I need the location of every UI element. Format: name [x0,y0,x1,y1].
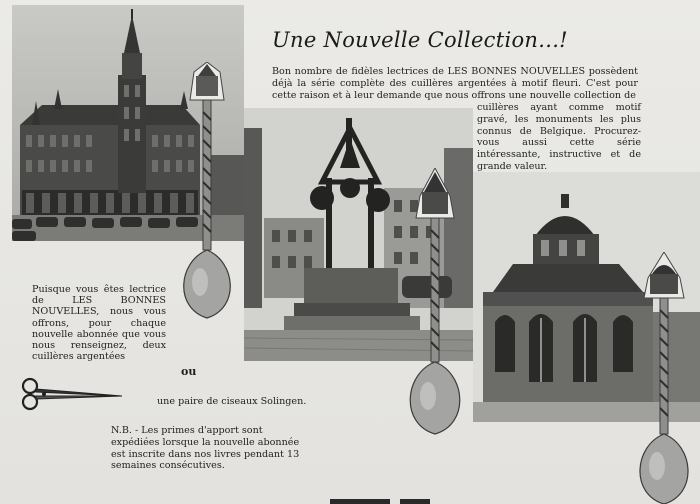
intro-paragraph-continued: cuillères ayant comme motif gravé, les monuments les plus connus de Belgique. Procurez-vous aussi cette série intéressante, instructive et de grande valeur. [477,102,641,172]
page-title: Une Nouvelle Collection...! [272,28,568,52]
scissors-offer-text: une paire de ciseaux Solingen. [157,396,307,407]
spoon-town-hall [172,62,242,320]
intro-paragraph: Bon nombre de fidèles lectrices de LES BONNES NOUVELLES possèdent déjà la série complète des cuillères argentées à motif fleuri. C'est pour cette raison et à leur demande que nous offrons une nouvelle collection de [272,66,638,101]
scissors-icon [18,376,128,412]
footer-mark [330,499,390,504]
spoon-fountain [400,168,470,436]
footer-mark-2 [400,499,430,504]
subscribe-offer-text: Puisque vous êtes lectrice de LES BONNES NOUVELLES, nous vous offrons, pour chaque nouvelle abonnée que vous nous renseignez, deux cuillères argentées [32,284,166,363]
or-label: ou [181,365,197,378]
nb-note: N.B. - Les primes d'apport sont expédiées lorsque la nouvelle abonnée est inscrite dans nos livres pendant 13 semaines consécutives. [111,425,300,472]
spoon-pavilion [630,252,698,504]
